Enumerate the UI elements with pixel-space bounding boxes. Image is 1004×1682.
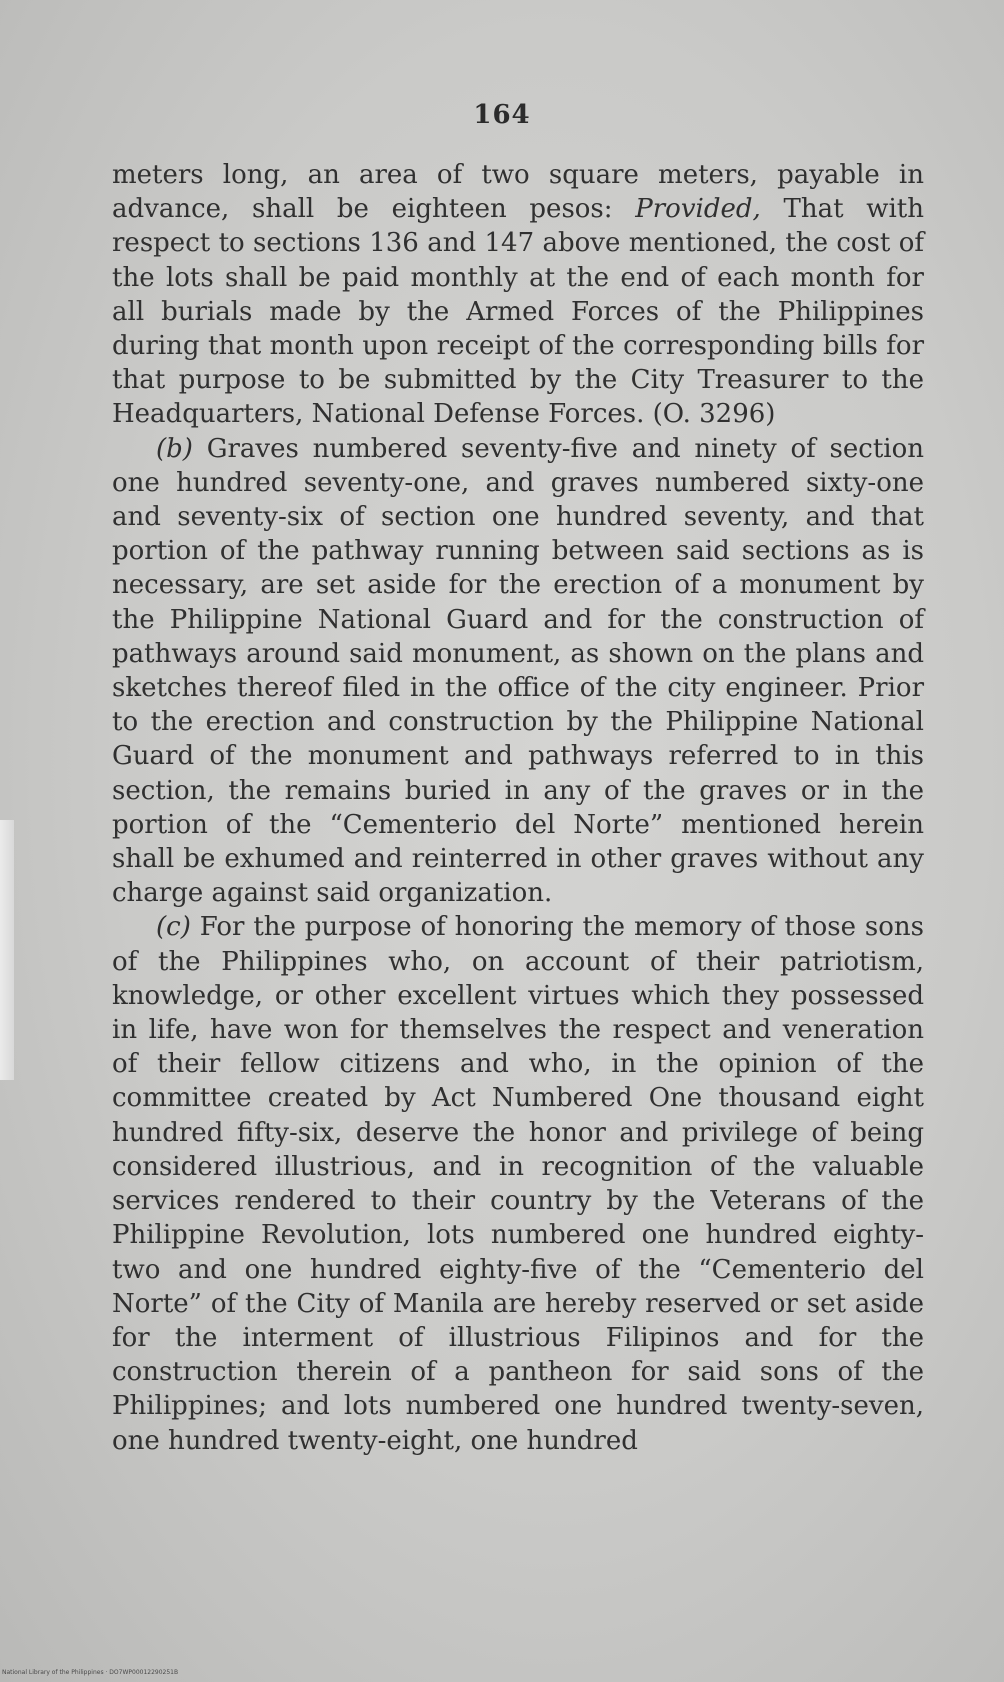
paragraph-text: For the purpose of honoring the memory of those sons of the Philippines who, on account of their patriotism, knowledge, or other excellent virtues which they possessed in life, have won for themselves the respect and veneration of their fellow citizens and who, in the opinion of the committee created by Act Numbered One thousand eight hundred fifty-six, deserve the honor and privilege of being considered illustrious, and in recognition of the valuable services rendered to their country by the Veterans of the Philippine Revolution, lots numbered one hundred eighty-two and one hundred eighty-five of the “Cementerio del Norte” of the City of Manila are hereby reserved or set aside for the interment of illustrious Filipinos and for the construction therein of a pantheon for said sons of the Philippines; and lots numbered one hundred twenty-seven, one hundred twenty-eight, one hundred [112,912,924,1456]
archive-credit: National Library of the Philippines · DO7WP00012290251B [2,1669,179,1676]
page-number: 164 [473,100,531,130]
page-edge-shadow [0,820,14,1080]
body-text [112,158,924,1458]
paragraph-label-b: (b) [156,433,193,464]
paragraph-label-c: (c) [156,912,191,943]
paragraph-continued [112,158,924,432]
paragraph-text: meters long, an area of two square meters, payable in advance, shall be eighteen pesos: [112,160,924,225]
paragraph-c [112,910,924,1457]
paragraph-text: That with respect to sections 136 and 147 above mentioned, the cost of the lots shall be paid monthly at the end of each month for all burials made by the Armed Forces of the Philippines during that month upon receipt of the corresponding bills for that purpose to be submitted by the City Treasurer to the Headquarters, National Defense Forces. (O. 3296) [112,194,924,430]
provided-italic: Provided, [635,194,761,225]
paragraph-b [112,432,924,911]
paragraph-text: Graves numbered seventy-five and ninety of section one hundred seventy-one, and graves numbered sixty-one and seventy-six of section one hundred seventy, and that portion of the pathway running between said sections as is necessary, are set aside for the erection of a monument by the Philippine National Guard and for the construction of pathways around said monument, as shown on the plans and sketches thereof filed in the office of the city engineer. Prior to the erection and construction by the Philippine National Guard of the monument and pathways referred to in this section, the remains buried in any of the graves or in the portion of the “Cementerio del Norte” mentioned herein shall be exhumed and reinterred in other graves without any charge against said organization. [112,433,924,909]
